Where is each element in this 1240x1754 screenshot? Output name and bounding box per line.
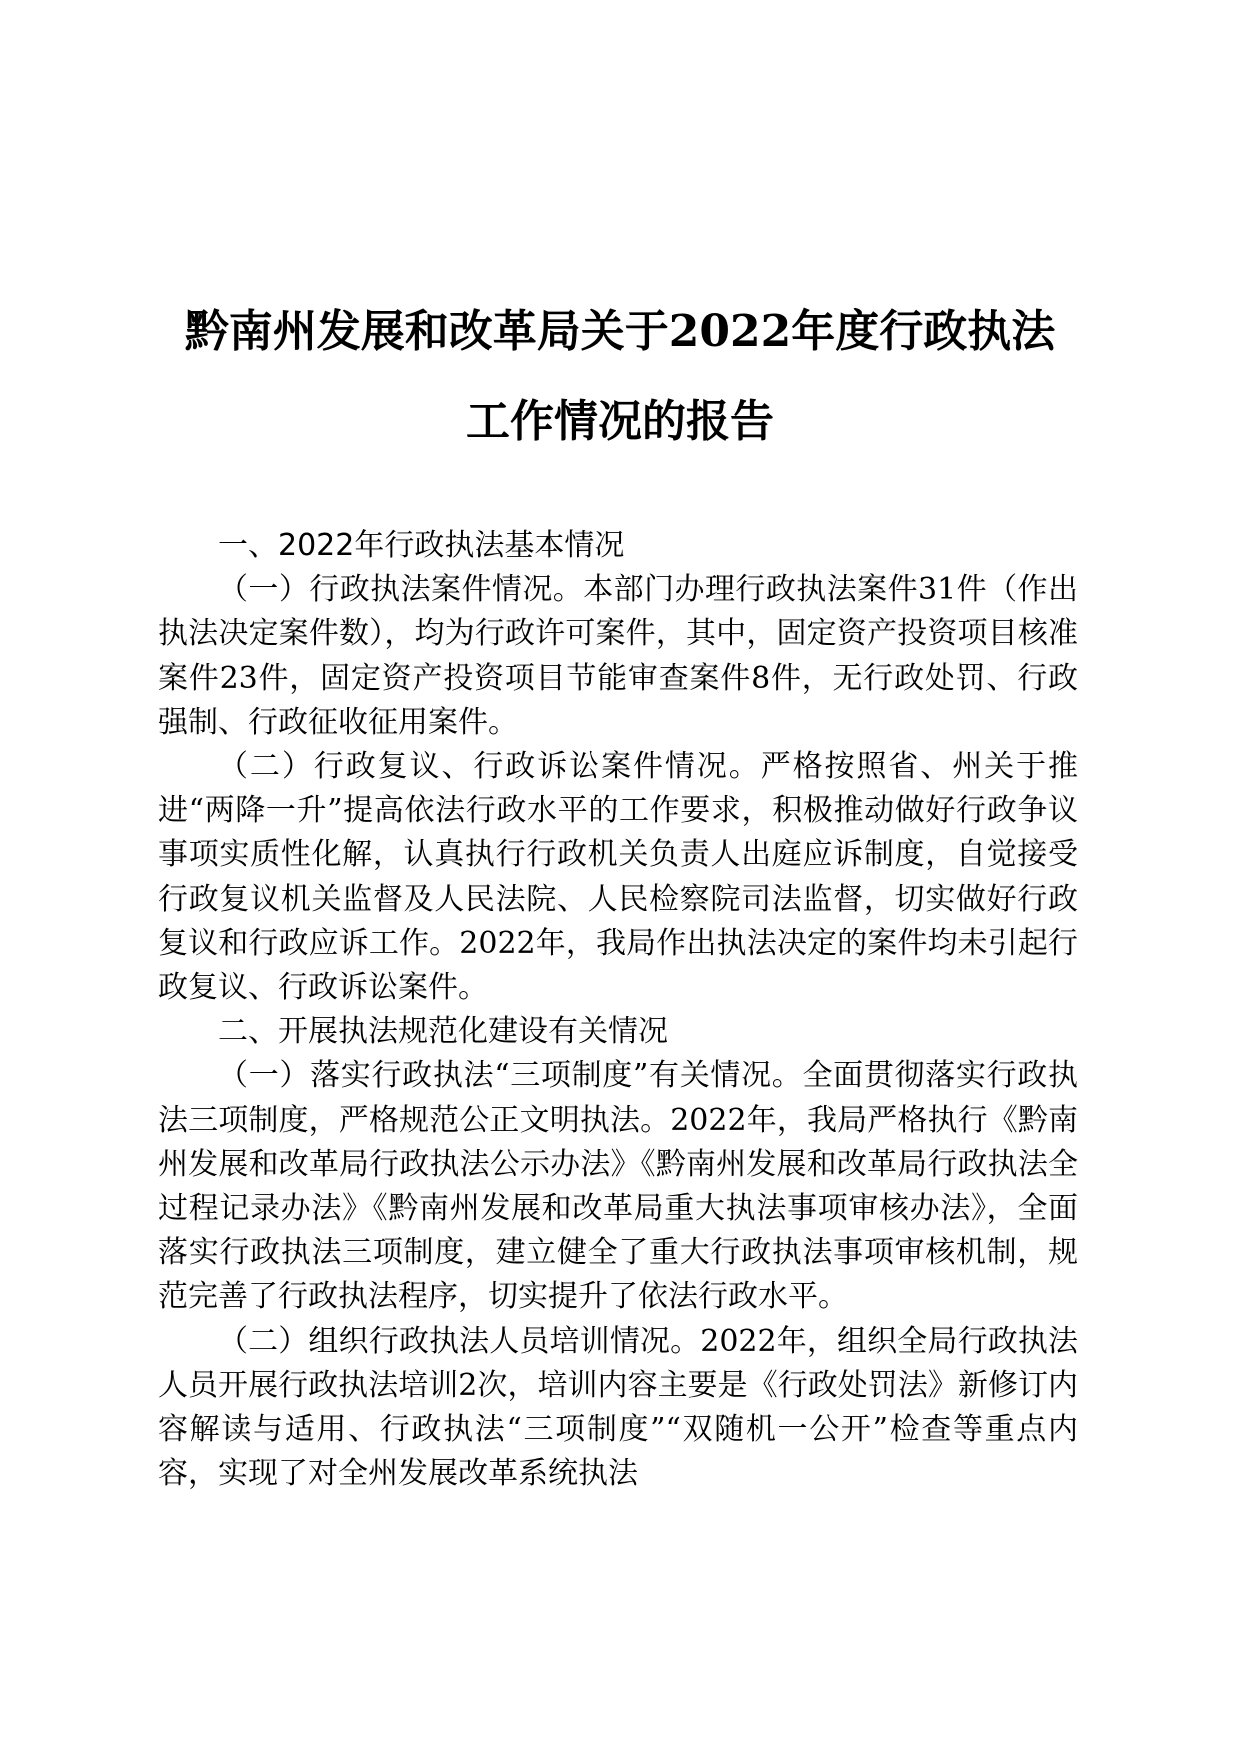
section-1-paragraph-1: （一）行政执法案件情况。本部门办理行政执法案件31件（作出执法决定案件数），均为行政许可案件，其中，固定资产投资项目核准案件23件，固定资产投资项目节能审查案件8件，无行政处罚、行政强制、行政征收征用案件。 (158, 572, 1078, 740)
document-title-line-1: 黔南州发展和改革局关于2022年度行政执法 (184, 306, 1056, 357)
section-2-paragraph-1: （一）落实行政执法“三项制度”有关情况。全面贯彻落实行政执法三项制度，严格规范公正文明执法。2022年，我局严格执行《黔南州发展和改革局行政执法公示办法》《黔南州发展和改革局行政执法全过程记录办法》《黔南州发展和改革局重大执法事项审核办法》，全面落实行政执法三项制度，建立健全了重大行政执法事项审核机制，规范完善了行政执法程序，切实提升了依法行政水平。 (158, 1058, 1078, 1315)
section-1-heading: 一、2022年行政执法基本情况 (218, 528, 625, 563)
document-body (158, 524, 1078, 1496)
section-2-paragraph-2: （二）组织行政执法人员培训情况。2022年，组织全局行政执法人员开展行政执法培训2次，培训内容主要是《行政处罚法》新修订内容解读与适用、行政执法“三项制度”“双随机一公开”检查等重点内容，实现了对全州发展改革系统执法 (158, 1323, 1078, 1492)
section-2-heading: 二、开展执法规范化建设有关情况 (218, 1014, 668, 1050)
section-1-paragraph-2: （二）行政复议、行政诉讼案件情况。严格按照省、州关于推进“两降一升”提高依法行政水平的工作要求，积极推动做好行政争议事项实质性化解，认真执行行政机关负责人出庭应诉制度，自觉接受行政复议机关监督及人民法院、人民检察院司法监督，切实做好行政复议和行政应诉工作。2022年，我局作出执法决定的案件均未引起行政复议、行政诉讼案件。 (158, 749, 1078, 1006)
document-title-line-2: 工作情况的报告 (466, 396, 774, 447)
